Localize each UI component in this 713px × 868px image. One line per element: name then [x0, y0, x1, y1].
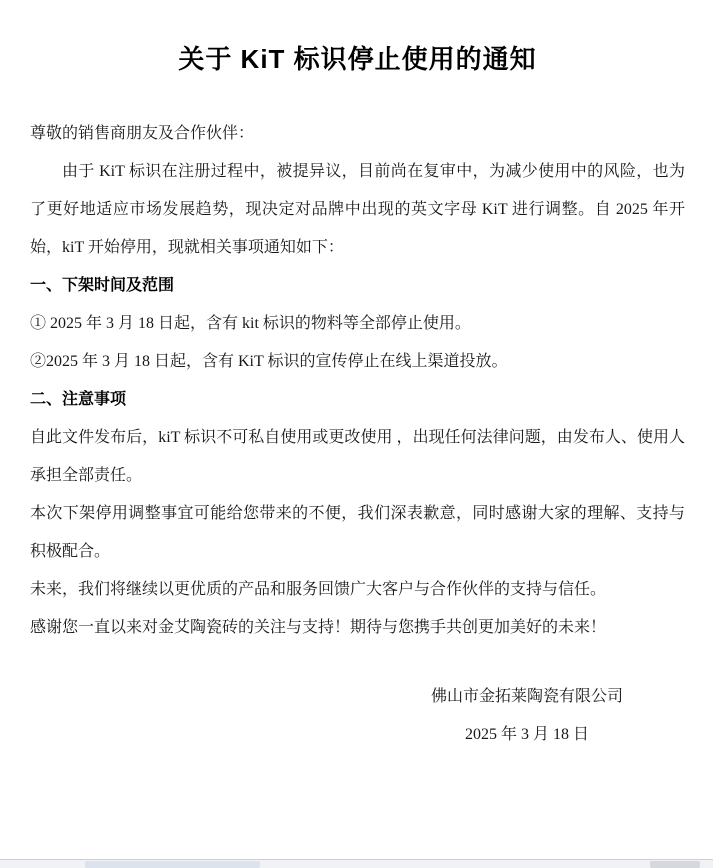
section-2-paragraph-3: 未来，我们将继续以更优质的产品和服务回馈广大客户与合作伙伴的支持与信任。	[30, 581, 607, 598]
document-title: 关于 KiT 标识停止使用的通知	[178, 44, 537, 74]
signature-company: 佛山市金拓莱陶瓷有限公司	[430, 688, 623, 705]
signature-block	[431, 678, 623, 754]
section-2-heading: 二、注意事项	[30, 391, 127, 408]
scrollbar-thumb[interactable]	[85, 861, 260, 868]
section-2-paragraph-1: 自此文件发布后，kiT 标识不可私自使用或更改使用 ，出现任何法律问题，由发布人、使用人承担全部责任。	[30, 429, 685, 484]
signature-date: 2025 年 3 月 18 日	[464, 726, 589, 743]
section-1-item-1: ① 2025 年 3 月 18 日起，含有 kit 标识的物料等全部停止使用。	[30, 315, 471, 332]
section-1-item-2: ②2025 年 3 月 18 日起，含有 KiT 标识的宣传停止在线上渠道投放。	[30, 353, 508, 370]
section-1-heading: 一、下架时间及范围	[30, 277, 175, 294]
intro-paragraph: 由于 KiT 标识在注册过程中，被提异议，目前尚在复审中，为减少使用中的风险，也为了更好地适应市场发展趋势，现决定对品牌中出现的英文字母 KiT 进行调整。自 2025 年开始，kiT 开始停用，现就相关事项通知如下：	[30, 163, 685, 256]
section-2-paragraph-2: 本次下架停用调整事宜可能给您带来的不便，我们深表歉意，同时感谢大家的理解、支持与积极配合。	[30, 505, 685, 560]
horizontal-scrollbar	[0, 859, 713, 868]
document-content	[0, 42, 713, 754]
greeting-line: 尊敬的销售商朋友及合作伙伴：	[30, 125, 255, 142]
section-2-paragraph-4: 感谢您一直以来对金艾陶瓷砖的关注与支持！期待与您携手共创更加美好的未来！	[30, 619, 607, 636]
scrollbar-thumb-secondary[interactable]	[650, 861, 700, 868]
